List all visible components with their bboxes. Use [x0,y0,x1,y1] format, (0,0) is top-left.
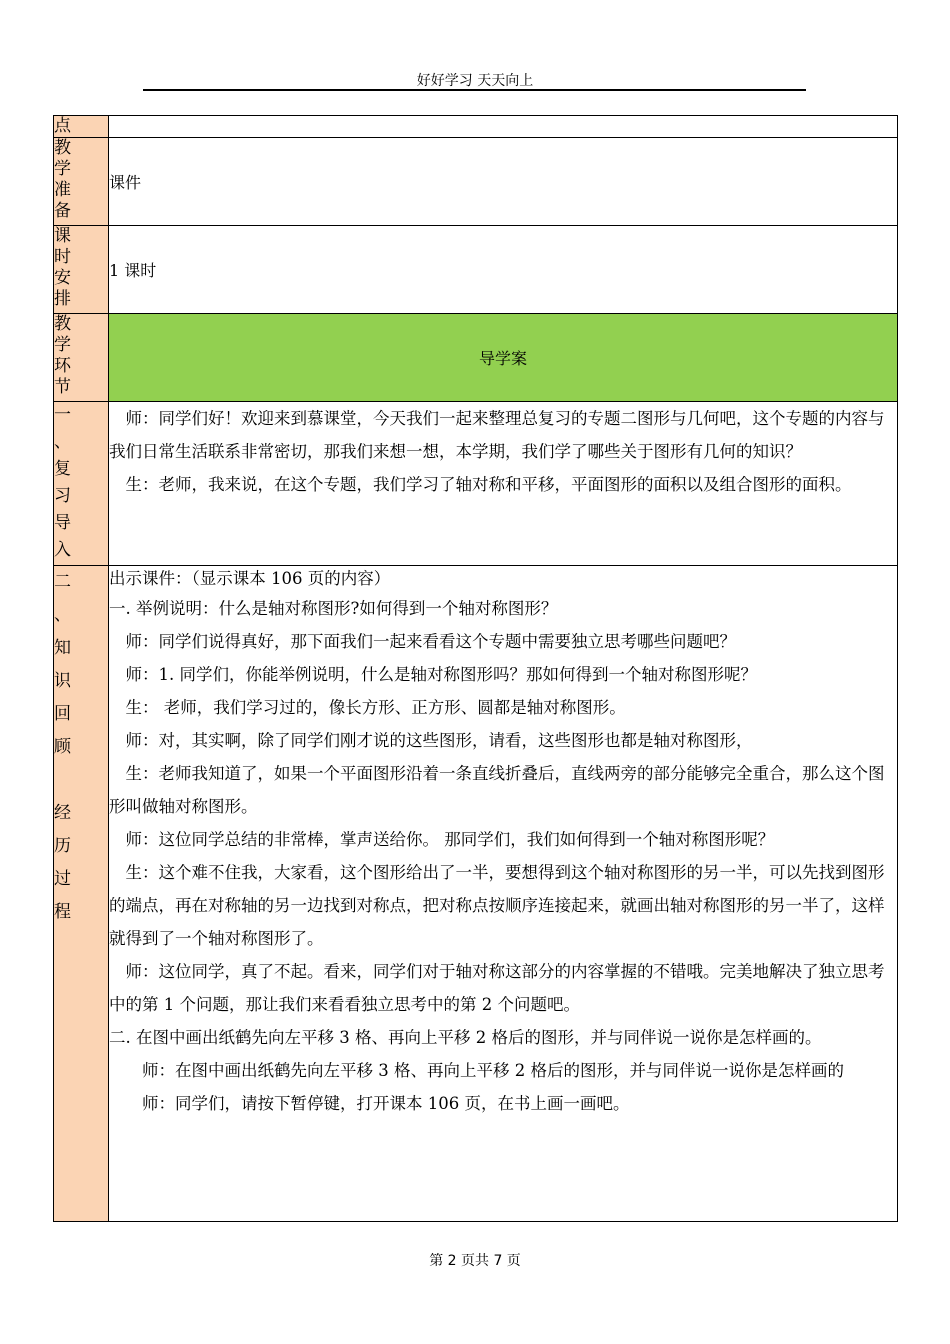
row-stage-label [54,314,109,402]
row-knowledge-content [109,566,898,1222]
label-char: 一 [54,405,71,425]
label-char: 、 [54,432,71,452]
knowledge-paragraph: 师：同学们，请按下暂停键，打开课本 106 页，在书上画一画吧。 [142,1094,630,1113]
row-review [54,402,898,566]
row-dian-content [109,116,898,138]
row-dian-label: 点 [54,116,109,138]
label-char: 复 [54,459,71,479]
label-char: 、 [54,605,71,625]
label-char: 节 [54,377,71,397]
label-char: 安 [54,268,71,288]
knowledge-paragraph: 生：老师我知道了，如果一个平面图形沿着一条直线折叠后，直线两旁的部分能够完全重合，那么这个图形叫做轴对称图形。 [109,764,885,816]
knowledge-paragraph: 师：1. 同学们，你能举例说明，什么是轴对称图形吗？那如何得到一个轴对称图形呢？ [125,665,757,684]
label-char: 习 [54,486,71,506]
label-char: 回 [54,704,71,724]
label-char: 课 [54,226,71,246]
label-char: 程 [54,902,71,922]
row-dian [54,116,898,138]
page-number: 第 2 页共 7 页 [429,1253,521,1269]
knowledge-paragraph: 师：这位同学，真了不起。看来，同学们对于轴对称这部分的内容掌握的不错哦。完美地解决了独立思考中的第 1 个问题，那让我们来看看独立思考中的第 2 个问题吧。 [109,962,885,1014]
row-prep-label [54,138,109,226]
knowledge-paragraph: 生： 老师，我们学习过的，像长方形、正方形、圆都是轴对称图形。 [125,698,626,717]
label-char: 经 [54,803,71,823]
knowledge-paragraph: 一. 举例说明：什么是轴对称图形?如何得到一个轴对称图形？ [109,599,558,618]
row-time-content: 1 课时 [109,226,898,314]
label-char: 知 [54,638,71,658]
knowledge-paragraph: 师：同学们说得真好，那下面我们一起来看看这个专题中需要独立思考哪些问题吧？ [125,632,736,651]
label-char [54,764,108,797]
header-rule [143,89,806,91]
knowledge-paragraph: 师：在图中画出纸鹤先向左平移 3 格、再向上平移 2 格后的图形，并与同伴说一说你是怎样画的 [142,1061,844,1080]
knowledge-paragraph: 二. 在图中画出纸鹤先向左平移 3 格、再向上平移 2 格后的图形，并与同伴说一说你是怎样画的。 [109,1028,822,1047]
label-char: 学 [54,159,71,179]
label-char: 时 [54,247,71,267]
row-time [54,226,898,314]
review-paragraph: 生：老师，我来说，在这个专题，我们学习了轴对称和平移，平面图形的面积以及组合图形的面积。 [125,475,852,494]
label-char: 环 [54,356,71,376]
row-stage [54,314,898,402]
label-char: 入 [54,540,71,560]
row-knowledge-label [54,566,109,1222]
label-char: 排 [54,289,71,309]
label-char: 历 [54,836,71,856]
row-review-label [54,402,109,566]
label-char: 顾 [54,737,71,757]
label-char: 学 [54,335,71,355]
row-review-content [109,402,898,566]
label-char: 教 [54,314,71,334]
label-char: 二 [54,572,71,592]
row-prep [54,138,898,226]
label-char: 过 [54,869,71,889]
knowledge-paragraph: 生：这个难不住我，大家看，这个图形给出了一半，要想得到这个轴对称图形的另一半，可以先找到图形的端点，再在对称轴的另一边找到对称点，把对称点按顺序连接起来，就画出轴对称图形的另一半了，这样就得到了一个轴对称图形了。 [109,863,885,948]
label-char: 准 [54,180,71,200]
knowledge-paragraph: 师：这位同学总结的非常棒，掌声送给你。 那同学们，我们如何得到一个轴对称图形呢？ [125,830,775,849]
lesson-plan-table [53,115,898,1222]
label-char: 导 [54,513,71,533]
knowledge-paragraph: 师：对，其实啊，除了同学们刚才说的这些图形，请看，这些图形也都是轴对称图形， [125,731,753,750]
review-paragraph: 师：同学们好！欢迎来到慕课堂，今天我们一起来整理总复习的专题二图形与几何吧，这个专题的内容与我们日常生活联系非常密切，那我们来想一想，本学期，我们学了哪些关于图形有几何的知识？ [109,409,885,461]
header-title: 好好学习 天天向上 [416,73,534,89]
label-char: 备 [54,201,71,221]
row-knowledge [54,566,898,1222]
knowledge-paragraph: 出示课件：（显示课本 106 页的内容） [109,569,391,588]
guide-plan-banner: 导学案 [109,314,898,402]
row-prep-content: 课件 [109,138,898,226]
label-char: 识 [54,671,71,691]
label-char: 教 [54,138,71,158]
row-time-label [54,226,109,314]
